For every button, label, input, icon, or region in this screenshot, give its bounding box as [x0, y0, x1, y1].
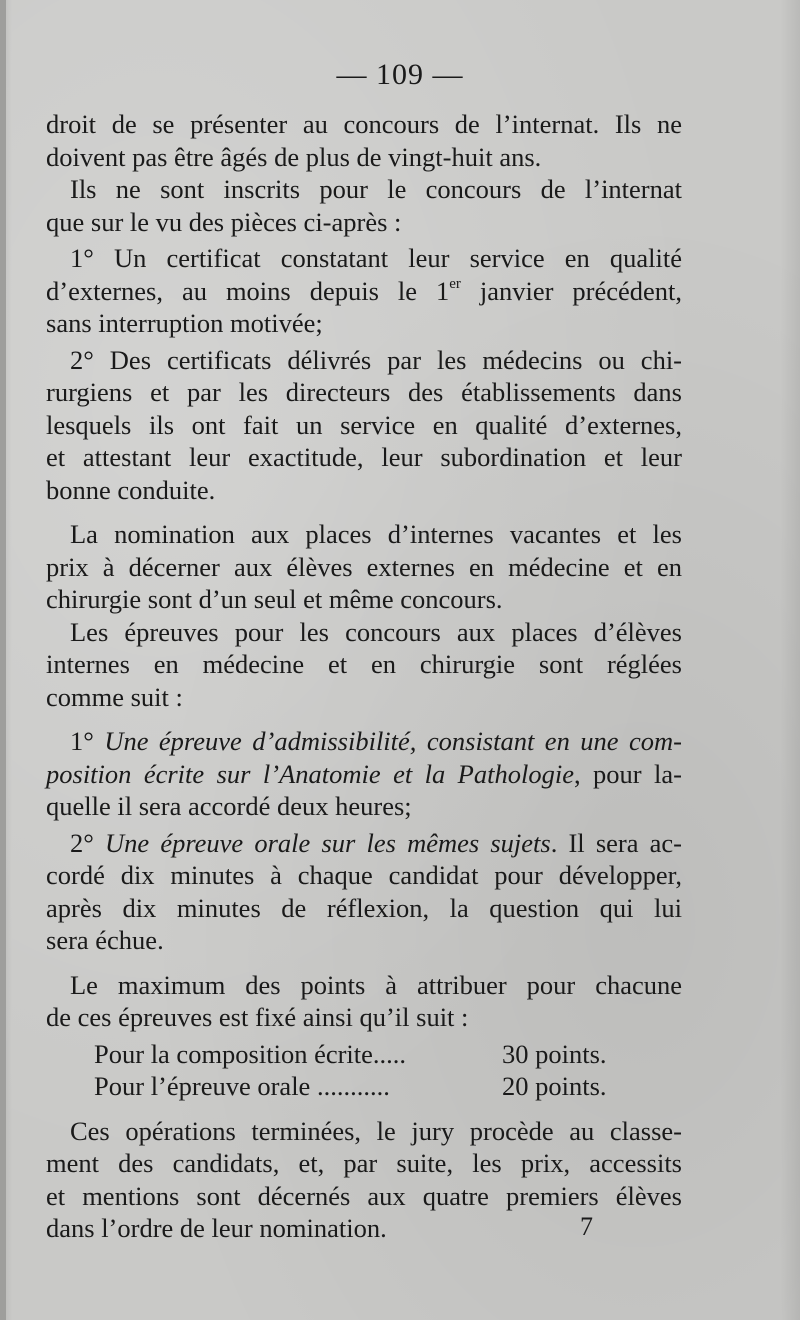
text-line: cordé dix minutes à chaque candidat pour développer,: [46, 860, 682, 890]
text-line: 2° Une épreuve orale sur les mêmes sujets. Il sera ac-: [70, 827, 682, 858]
text-line: sans interruption motivée;: [46, 308, 323, 338]
text-line: chirurgie sont d’un seul et même concours.: [46, 584, 503, 614]
text-line: Les épreuves pour les concours aux places d’élèves: [70, 616, 682, 647]
text-line: La nomination aux places d’internes vacantes et les: [70, 519, 682, 549]
text-line: que sur le vu des pièces ci-après :: [46, 206, 402, 237]
points-row: Pour la composition écrite..... 30 points.: [94, 1038, 607, 1069]
text-line: lesquels ils ont fait un service en qualité d’externes,: [46, 409, 682, 440]
text-line: 2° Des certificats délivrés par les médecins ou chi-: [70, 344, 682, 375]
text-line: prix à décerner aux élèves externes en médecine et en: [46, 551, 682, 582]
points-row: Pour l’épreuve orale ........... 20 points.: [94, 1071, 607, 1101]
page-edge-shadow: [0, 0, 6, 1320]
text-line: d’externes, au moins depuis le 1er janvier précédent,: [46, 275, 682, 306]
text-line: 1° Un certificat constatant leur service en qualité: [70, 243, 682, 273]
text-line: bonne conduite.: [46, 474, 216, 505]
text-line: sera échue.: [46, 925, 164, 955]
text-line: 1° Une épreuve d’admissibilité, consistant en une com-: [70, 726, 682, 756]
text-line: rurgiens et par les directeurs des établissements dans: [46, 377, 682, 407]
text-line: Ces opérations terminées, le jury procède au classe-: [70, 1115, 682, 1146]
text-line: Le maximum des points à attribuer pour chacune: [70, 969, 682, 1000]
text-line: quelle il sera accordé deux heures;: [46, 791, 412, 821]
text-line: droit de se présenter au concours de l’internat. Ils ne: [46, 109, 682, 139]
text-line: après dix minutes de réflexion, la question qui lui: [46, 892, 682, 923]
text-line: internes en médecine et en chirurgie sont réglées: [46, 649, 682, 679]
text-line: comme suit :: [46, 681, 183, 712]
page-body: [46, 108, 682, 1245]
text-line: et attestant leur exactitude, leur subordination et leur: [46, 442, 682, 472]
text-line: et mentions sont décernés aux quatre premiers élèves: [46, 1180, 682, 1211]
text-line: dans l’ordre de leur nomination.: [46, 1213, 387, 1243]
text-line: position écrite sur l’Anatomie et la Pathologie, pour la-: [46, 758, 683, 789]
page-number: — 109 —: [336, 58, 464, 91]
text-line: ment des candidats, et, par suite, les prix, accessits: [46, 1148, 682, 1178]
signature-mark: 7: [580, 1212, 593, 1241]
text-line: de ces épreuves est fixé ainsi qu’il suit :: [46, 1002, 469, 1032]
text-line: Ils ne sont inscrits pour le concours de l’internat: [70, 174, 682, 204]
text-line: doivent pas être âgés de plus de vingt-huit ans.: [46, 141, 542, 172]
